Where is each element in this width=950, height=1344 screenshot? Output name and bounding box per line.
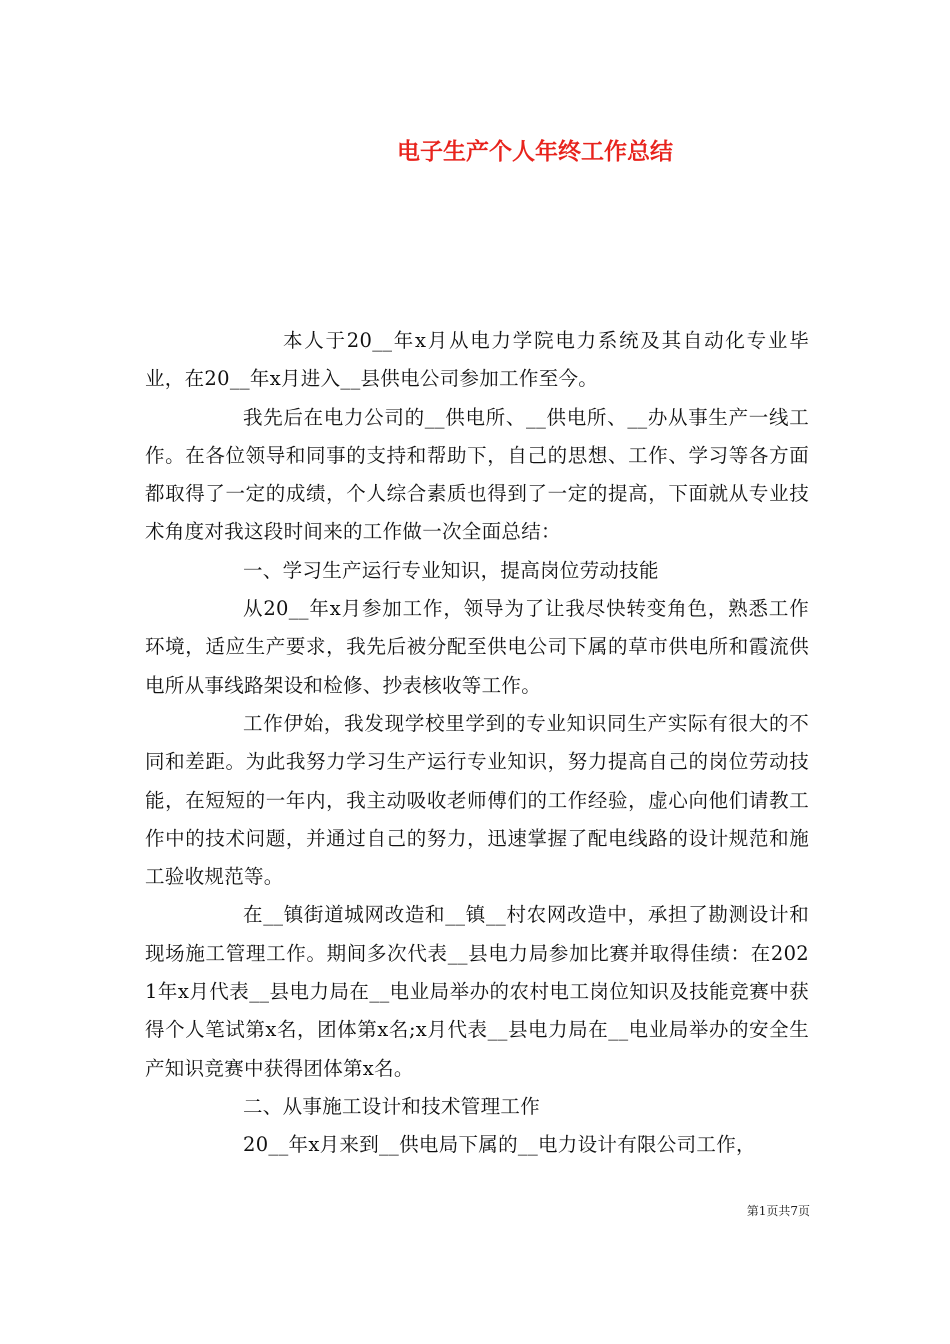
paragraph-intro: 本人于20__年x月从电力学院电力系统及其自动化专业毕业，在20__年x月进入__县供电公司参加工作至今。	[145, 329, 809, 391]
paragraph-work-history: 我先后在电力公司的__供电所、__供电所、__办从事生产一线工作。在各位领导和同事的支持和帮助下，自己的思想、工作、学习等各方面都取得了一定的成绩，个人综合素质也得到了一定的提高，下面就从专业技术角度对我这段时间来的工作做一次全面总结：	[145, 405, 809, 544]
paragraph-competitions: 在__镇街道城网改造和__镇__村农网改造中，承担了勘测设计和现场施工管理工作。期间多次代表__县电力局参加比赛并取得佳绩：在2021年x月代表__县电力局在__电业局举办的农村电工岗位知识及技能竞赛中获得个人笔试第x名，团体第x名;x月代表__县电力局在__电业局举办的安全生产知识竞赛中获得团体第x名。	[145, 903, 809, 1080]
section-heading-one: 一、学习生产运行专业知识，提高岗位劳动技能	[243, 558, 659, 582]
paragraph-first-assignment: 从20__年x月参加工作，领导为了让我尽快转变角色，熟悉工作环境，适应生产要求，我先后被分配至供电公司下属的草市供电所和霞流供电所从事线路架设和检修、抄表核收等工作。	[145, 597, 809, 697]
paragraph-learning: 工作伊始，我发现学校里学到的专业知识同生产实际有很大的不同和差距。为此我努力学习生产运行专业知识，努力提高自己的岗位劳动技能，在短短的一年内，我主动吸收老师傅们的工作经验，虚心向他们请教工作中的技术问题，并通过自己的努力，迅速掌握了配电线路的设计规范和施工验收规范等。	[145, 711, 809, 889]
paragraph-design-company: 20__年x月来到__供电局下属的__电力设计有限公司工作，	[243, 1133, 756, 1157]
page-number-footer: 第1页共7页	[746, 1204, 810, 1218]
section-heading-two: 二、从事施工设计和技术管理工作	[243, 1094, 541, 1118]
document-body	[145, 322, 809, 1165]
document-title: 电子生产个人年终工作总结	[397, 139, 673, 165]
